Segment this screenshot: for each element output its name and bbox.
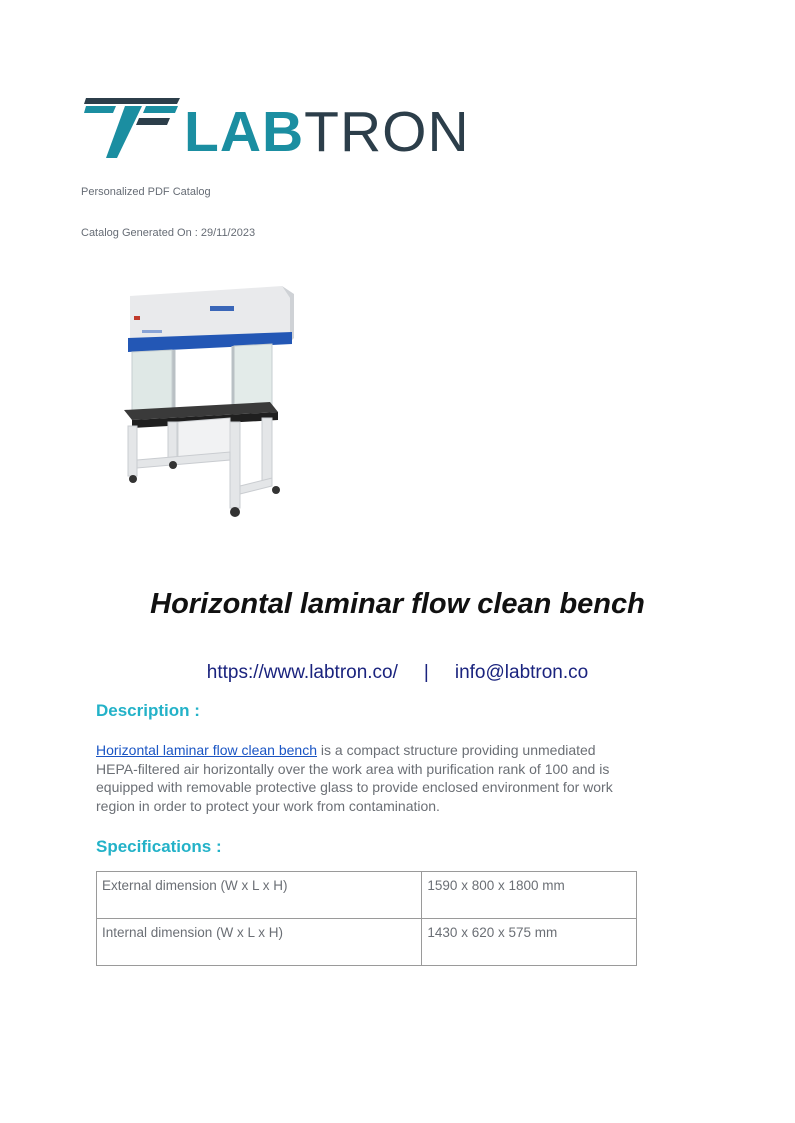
contact-separator: | bbox=[423, 662, 429, 683]
brand-name-bold: LAB bbox=[184, 100, 305, 164]
brand-logo bbox=[82, 96, 470, 164]
table-row bbox=[97, 919, 637, 966]
labtron-logo-icon bbox=[82, 96, 182, 162]
email-link[interactable]: info@labtron.co bbox=[454, 662, 589, 683]
description-text bbox=[96, 741, 631, 815]
spec-label: External dimension (W x L x H) bbox=[97, 872, 422, 919]
catalog-label: Personalized PDF Catalog bbox=[81, 186, 211, 198]
description-heading: Description : bbox=[96, 701, 200, 720]
product-title: Horizontal laminar flow clean bench bbox=[150, 588, 645, 620]
catalog-generated-date: Catalog Generated On : 29/11/2023 bbox=[81, 227, 256, 239]
brand-name-light: TRON bbox=[304, 100, 470, 164]
specifications-table bbox=[96, 871, 637, 966]
brand-wordmark bbox=[184, 102, 470, 162]
specifications-heading: Specifications : bbox=[96, 837, 222, 856]
contact-line bbox=[0, 662, 795, 684]
spec-value: 1430 x 620 x 575 mm bbox=[422, 919, 637, 966]
description-body: is a compact structure providing unmediated HEPA-filtered air horizontally over the work area with purification rank of 100 and is equipped with removable protective glass to provide enclosed environment for work region in order to protect your work from contamination. bbox=[96, 742, 613, 814]
laminar-flow-clean-bench-image bbox=[112, 280, 302, 530]
table-row bbox=[97, 872, 637, 919]
spec-label: Internal dimension (W x L x H) bbox=[97, 919, 422, 966]
spec-value: 1590 x 800 x 1800 mm bbox=[422, 872, 637, 919]
website-link[interactable]: https://www.labtron.co/ bbox=[206, 662, 398, 683]
product-link[interactable]: Horizontal laminar flow clean bench bbox=[96, 742, 317, 758]
